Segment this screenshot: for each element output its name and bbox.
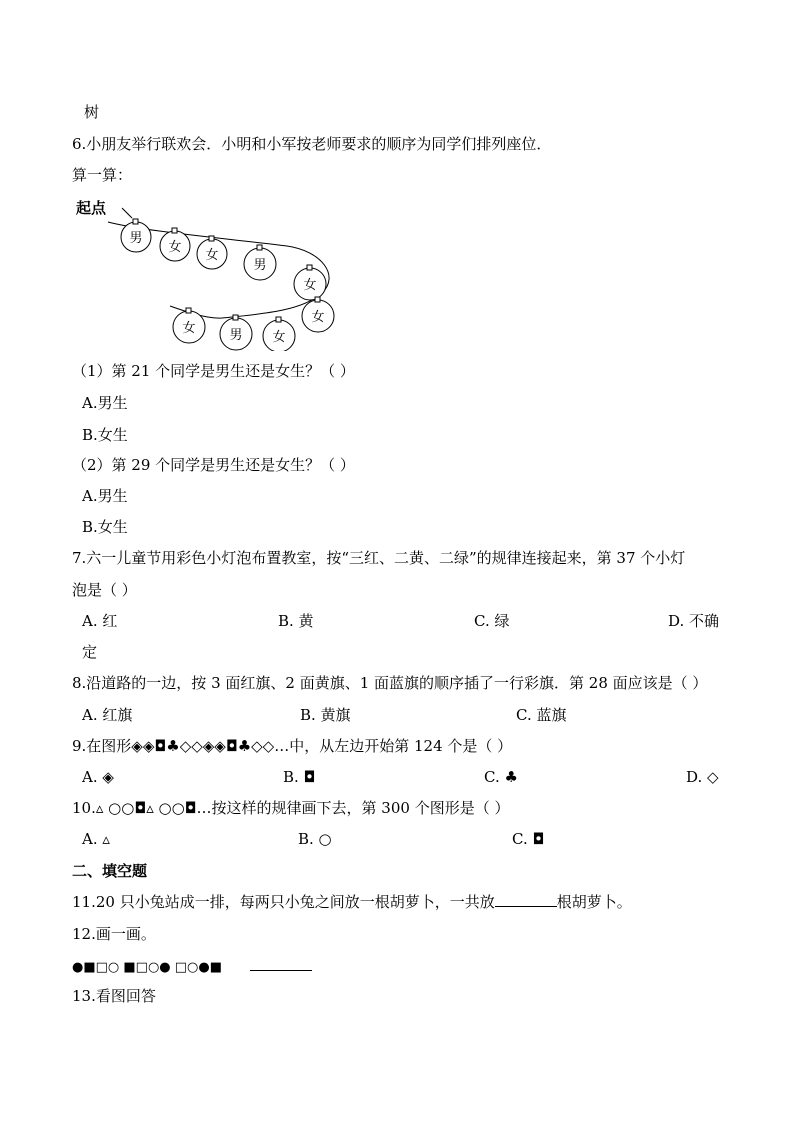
balloon xyxy=(263,317,295,351)
option-10-a[interactable]: A. ▵ xyxy=(82,830,110,848)
svg-text:男: 男 xyxy=(129,231,143,246)
shape-pattern: ●■□○ ■□○● □○●■ xyxy=(72,960,223,975)
option-6-2-b[interactable]: B.女生 xyxy=(82,518,128,536)
question-12: 12.画一画。 xyxy=(72,925,156,943)
balloon xyxy=(244,245,276,280)
option-10-c[interactable]: C. ◘ xyxy=(512,830,545,848)
option-10-b[interactable]: B. ○ xyxy=(298,830,332,848)
start-label: 起点 xyxy=(76,199,107,217)
seating-figure xyxy=(72,196,352,351)
question-8: 8.沿道路的一边，按 3 面红旗、2 面黄旗、1 面蓝旗的顺序插了一行彩旗．第 28 面应该是（ ） xyxy=(72,674,708,692)
balloon xyxy=(220,315,252,350)
option-7-a[interactable]: A. 红 xyxy=(82,612,118,630)
option-7-c[interactable]: C. 绿 xyxy=(474,612,510,630)
balloon xyxy=(121,219,151,252)
question-6-calc: 算一算： xyxy=(72,166,133,184)
balloon xyxy=(294,265,326,300)
option-9-b[interactable]: B. ◘ xyxy=(283,768,316,786)
svg-text:女: 女 xyxy=(311,310,325,325)
question-7: 7.六一儿童节用彩色小灯泡布置教室，按“三红、二黄、二绿”的规律连接起来，第 37 个小灯 xyxy=(72,549,686,567)
option-8-b[interactable]: B. 黄旗 xyxy=(300,706,351,724)
option-7-d-cont: 定 xyxy=(82,643,98,661)
svg-text:女: 女 xyxy=(205,248,219,263)
question-11-suffix: 根胡萝卜。 xyxy=(556,893,632,911)
question-11 xyxy=(72,892,632,912)
svg-text:女: 女 xyxy=(272,330,286,345)
option-6-1-b[interactable]: B.女生 xyxy=(82,426,128,444)
question-7-cont: 泡是（ ） xyxy=(72,581,137,599)
question-13: 13.看图回答 xyxy=(72,987,156,1005)
svg-text:女: 女 xyxy=(182,321,196,336)
question-10: 10.▵ ○○◘▵ ○○◘…按这样的规律画下去，第 300 个图形是（ ） xyxy=(72,799,510,817)
question-6-1: （1）第 21 个同学是男生还是女生？（ ） xyxy=(72,362,355,380)
svg-text:男: 男 xyxy=(229,328,243,343)
option-6-2-a[interactable]: A.男生 xyxy=(82,487,128,505)
answer-blank-12[interactable] xyxy=(250,956,312,971)
question-12-pattern xyxy=(72,956,312,978)
balloon xyxy=(197,236,227,269)
svg-text:男: 男 xyxy=(253,258,267,273)
option-6-1-a[interactable]: A.男生 xyxy=(82,394,128,412)
balloon xyxy=(173,308,205,343)
answer-blank-11[interactable] xyxy=(495,892,557,907)
option-7-b[interactable]: B. 黄 xyxy=(278,612,314,630)
start-arrow xyxy=(122,208,132,218)
tree-tail-text: 树 xyxy=(84,103,100,121)
option-8-a[interactable]: A. 红旗 xyxy=(82,706,133,724)
question-6: 6.小朋友举行联欢会．小明和小军按老师要求的顺序为同学们排列座位． xyxy=(72,135,552,153)
svg-text:女: 女 xyxy=(168,240,182,255)
option-7-d[interactable]: D. 不确 xyxy=(668,612,720,630)
option-8-c[interactable]: C. 蓝旗 xyxy=(516,706,567,724)
svg-text:女: 女 xyxy=(303,278,317,293)
option-9-d[interactable]: D. ◇ xyxy=(686,768,719,786)
balloon xyxy=(160,228,190,261)
question-11-prefix: 11.20 只小兔站成一排，每两只小兔之间放一根胡萝卜，一共放 xyxy=(72,893,495,911)
section-2-heading: 二、填空题 xyxy=(72,862,148,880)
option-9-c[interactable]: C. ♣ xyxy=(484,768,518,786)
question-9: 9.在图形◈◈◘♣◇◇◈◈◘♣◇◇…中，从左边开始第 124 个是（ ） xyxy=(72,737,513,755)
option-9-a[interactable]: A. ◈ xyxy=(82,768,114,786)
question-6-2: （2）第 29 个同学是男生还是女生？（ ） xyxy=(72,456,355,474)
